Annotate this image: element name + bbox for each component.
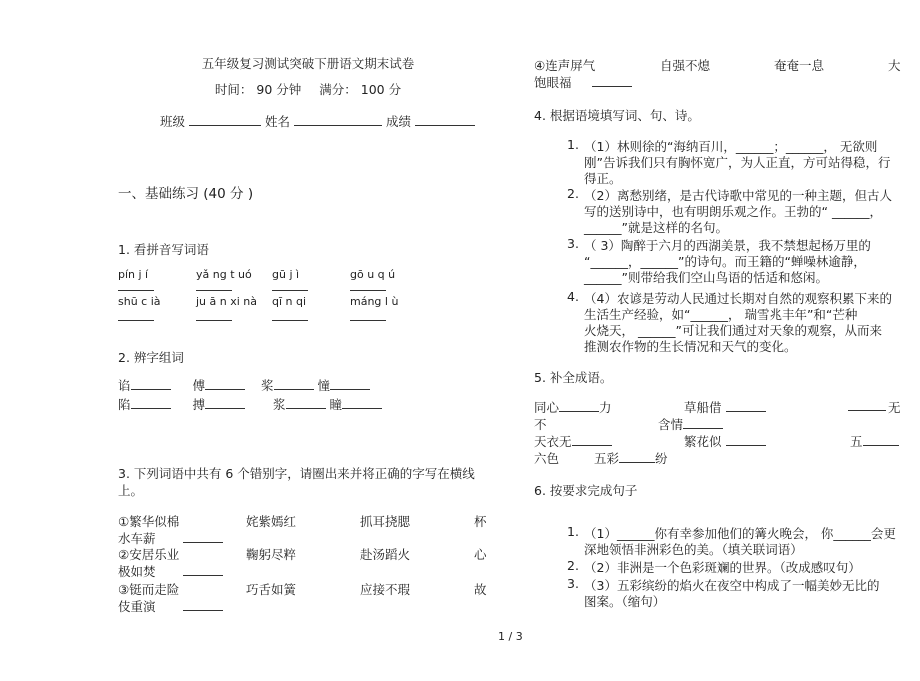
idiom-part: 草船借	[684, 400, 722, 415]
class-field[interactable]	[189, 113, 261, 126]
idiom-row	[850, 432, 899, 450]
question-1-title: 1. 看拼音写词语	[118, 242, 209, 257]
list-number: 1.	[567, 137, 579, 152]
time-label: 时间：	[214, 82, 253, 97]
list-number: 1.	[567, 524, 579, 539]
list-number: 2.	[567, 186, 579, 201]
idiom-row	[684, 398, 766, 416]
idiom-row	[658, 415, 723, 433]
idiom-item: 杯	[474, 514, 487, 529]
idiom-part: 含情	[658, 417, 684, 432]
idiom-item: 应接不瑕	[360, 582, 411, 597]
question-6-title: 6. 按要求完成句子	[534, 483, 638, 498]
idiom-item: 抓耳挠腮	[360, 514, 411, 529]
idiom-row	[534, 432, 612, 450]
idiom-part: 纷	[655, 451, 668, 466]
idiom-part: 力	[599, 400, 612, 415]
idiom-part: 天衣无	[534, 434, 572, 449]
answer-blank[interactable]	[342, 396, 382, 409]
idiom-item: ①繁华似棉	[118, 514, 180, 529]
answer-blank[interactable]	[330, 377, 370, 390]
pinyin-item: gū j ì	[272, 268, 300, 281]
answer-blank[interactable]	[183, 530, 223, 543]
pinyin-item: gō u q ú	[350, 268, 396, 281]
idiom-item: 心	[474, 547, 487, 562]
answer-blank[interactable]	[274, 377, 314, 390]
idiom-row	[534, 449, 559, 467]
answer-blank[interactable]	[272, 278, 308, 291]
idiom-item: 鞠躬尽粹	[246, 547, 297, 562]
char-item: 谄	[118, 378, 131, 393]
list-line: （3）五彩缤纷的焰火在夜空中构成了一幅美妙无比的	[584, 578, 880, 593]
idiom-part: 五彩	[594, 451, 620, 466]
idiom-row	[684, 432, 766, 450]
page-number: 1 / 3	[498, 630, 523, 643]
list-number: 3.	[567, 236, 579, 251]
idiom-item: 水车薪	[118, 531, 156, 546]
answer-blank[interactable]	[572, 433, 612, 446]
list-number: 3.	[567, 576, 579, 591]
question-2-title: 2. 辨字组词	[118, 350, 184, 365]
answer-blank[interactable]	[131, 396, 171, 409]
name-label: 姓名	[264, 114, 290, 129]
idiom-item: 自强不熄	[660, 58, 711, 73]
list-line: 推测农作物的生长情况和天气的变化。	[584, 339, 797, 354]
idiom-part: 繁花似	[684, 434, 722, 449]
grade-label: 成绩	[385, 114, 411, 129]
idiom-item: 姹紫嫣红	[246, 514, 297, 529]
section-heading: 一、基础练习 (40 分 )	[118, 186, 254, 202]
answer-blank[interactable]	[286, 396, 326, 409]
pinyin-item: máng l ù	[350, 295, 399, 308]
list-line: “______，______”的诗句。而王籍的“蝉噪林逾静，	[584, 254, 866, 269]
answer-blank[interactable]	[848, 398, 886, 411]
char-item: 瞳	[329, 397, 343, 412]
page-title: 五年级复习测试突破下册语文期末试卷	[201, 56, 415, 71]
name-field[interactable]	[294, 113, 382, 126]
answer-blank[interactable]	[205, 377, 245, 390]
list-line: （1）林则徐的“海纳百川，______；______， 无欲则	[584, 139, 878, 154]
idiom-row	[534, 415, 547, 433]
char-item: 桨	[261, 378, 274, 393]
answer-blank[interactable]	[350, 278, 386, 291]
exam-meta	[118, 80, 498, 98]
list-line: ______”就是这样的名句。	[584, 220, 728, 235]
pinyin-item: qī n qi	[272, 295, 307, 308]
list-line: （ 3）陶醉于六月的西湖美景，我不禁想起杨万里的	[584, 238, 871, 253]
answer-blank[interactable]	[183, 563, 223, 576]
answer-blank[interactable]	[350, 308, 386, 321]
idiom-item: ③铤而走险	[118, 582, 180, 597]
list-line: 得正。	[584, 171, 622, 186]
idiom-item: 赴汤蹈火	[360, 547, 411, 562]
idiom-item: 极如焚	[118, 564, 156, 579]
list-line: （2）非洲是一个色彩斑斓的世界。（改成感叹句）	[584, 560, 861, 575]
class-label: 班级	[160, 114, 186, 129]
answer-blank[interactable]	[196, 308, 232, 321]
char-item: 傅	[192, 378, 206, 393]
list-line: （2）离愁别绪，是古代诗歌中常见的一种主题，但古人	[584, 188, 892, 203]
idiom-item: 巧舌如簧	[246, 582, 297, 597]
question-3-title-cont: 上。	[118, 483, 144, 498]
idiom-item: 奄奄一息	[774, 58, 825, 73]
answer-blank[interactable]	[619, 450, 655, 463]
char-item: 陷	[118, 397, 131, 412]
pinyin-item: ju ā n xi nà	[196, 295, 258, 308]
char-item: 搏	[192, 397, 206, 412]
list-line: 刚”告诉我们只有胸怀宽广，为人正直，方可站得稳，行	[584, 155, 891, 170]
list-line: ______”则带给我们空山鸟语的恬适和悠闲。	[584, 270, 828, 285]
idiom-part: 无	[888, 400, 901, 415]
list-line: （1）______你有幸参加他们的篝火晚会， 你______会更	[584, 526, 896, 541]
answer-blank[interactable]	[183, 598, 223, 611]
idiom-item: 伎重演	[118, 599, 156, 614]
answer-blank[interactable]	[683, 416, 723, 429]
answer-blank[interactable]	[118, 308, 154, 321]
answer-blank[interactable]	[272, 308, 308, 321]
question-3-title: 3. 下列词语中共有 6 个错别字，请圈出来并将正确的字写在横线	[118, 466, 475, 481]
pinyin-item: pín j í	[118, 268, 149, 281]
answer-blank[interactable]	[118, 278, 154, 291]
list-line: 图案。（缩句）	[584, 594, 666, 609]
idiom-part: 同心	[534, 400, 560, 415]
char-row-2	[118, 395, 382, 413]
score-label: 满分：	[319, 82, 357, 97]
list-line: 深地领悟非洲彩色的美。（填关联词语）	[584, 542, 803, 557]
answer-blank[interactable]	[196, 278, 232, 291]
char-item: 憧	[317, 378, 331, 393]
list-line: 火烧天， ______”可让我们通过对天象的观察，从而来	[584, 323, 882, 338]
idiom-item: ④连声屏气	[534, 58, 596, 73]
answer-blank[interactable]	[863, 433, 899, 446]
idiom-item: 饱眼福	[534, 75, 572, 90]
list-number: 2.	[567, 558, 579, 573]
idiom-part: 五	[850, 434, 863, 449]
list-line: 写的送别诗中，也有明朗乐观之作。王勃的“ ______，	[584, 204, 882, 219]
char-row-1	[118, 376, 370, 394]
pinyin-item: yǎ ng t uó	[196, 268, 252, 281]
idiom-row	[594, 449, 668, 467]
answer-blank[interactable]	[205, 396, 245, 409]
answer-blank[interactable]	[726, 433, 766, 446]
time-value: 90 分钟	[256, 82, 302, 97]
idiom-part: 六色	[534, 451, 560, 466]
answer-blank[interactable]	[726, 399, 766, 412]
list-line: 生活生产经验，如“______， 瑞雪兆丰年”和“芒种	[584, 307, 858, 322]
idiom-row	[534, 398, 612, 416]
pinyin-item: shū c ià	[118, 295, 161, 308]
idiom-item: 故	[474, 582, 487, 597]
student-info-row	[160, 112, 475, 130]
idiom-item: ②安居乐业	[118, 547, 180, 562]
score-value: 100 分	[360, 82, 402, 97]
answer-blank[interactable]	[131, 377, 171, 390]
answer-blank[interactable]	[592, 74, 632, 87]
question-5-title: 5. 补全成语。	[534, 370, 613, 385]
question-4-title: 4. 根据语境填写词、句、诗。	[534, 108, 700, 123]
char-item: 浆	[273, 397, 286, 412]
idiom-item: 大	[888, 58, 901, 73]
grade-field[interactable]	[415, 113, 475, 126]
list-number: 4.	[567, 289, 579, 304]
list-line: （4）农谚是劳动人民通过长期对自然的观察积累下来的	[584, 291, 892, 306]
answer-blank[interactable]	[559, 399, 599, 412]
idiom-part: 不	[534, 417, 547, 432]
